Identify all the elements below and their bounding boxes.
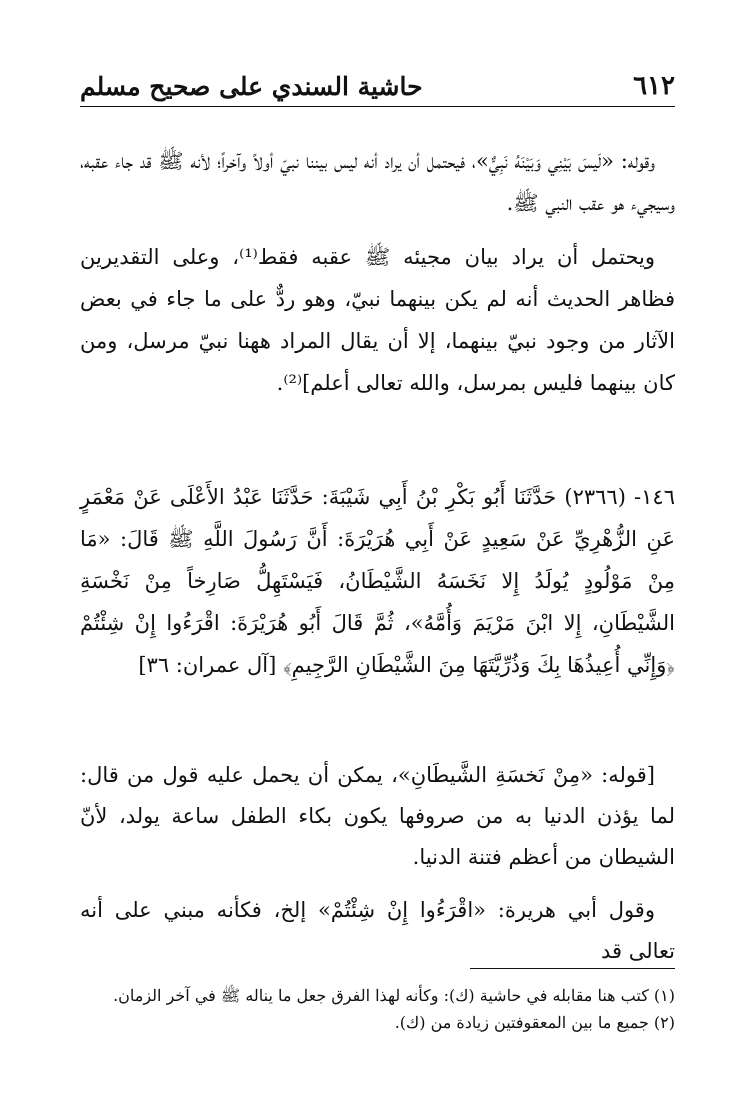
- footnote-divider: [470, 968, 675, 969]
- running-title: حاشية السندي على صحيح مسلم: [80, 71, 423, 101]
- footnotes: [80, 982, 675, 1036]
- commentary: [80, 755, 675, 984]
- page-number: ٦١٢: [633, 71, 675, 101]
- commentary-paragraph-2: وقول أبي هريرة: «اقْرَءُوا إِنْ شِئْتُمْ» إلخ، فكأنه مبني على أنه تعالى قد: [80, 898, 675, 963]
- commentary-paragraph-1: [قوله: «مِنْ نَخسَةِ الشَّيطَانِ»، يمكن أن يحمل عليه قول من قال: لما يؤذن الدنيا به من صروفها يكون بكاء الطفل ساعة يولد، لأنّ الشيطان من أعظم فتنة الدنيا.: [80, 763, 675, 869]
- footnote-1: (١) كتب هنا مقابله في حاشية (ك): وكأنه لهذا الفرق جعل ما يناله ﷺ في آخر الزمان.: [113, 986, 675, 1005]
- paragraph-2: ويحتمل أن يراد بيان مجيئه ﷺ عقبه فقط⁽¹⁾، وعلى التقديرين فظاهر الحديث أنه لم يكن بينهما نبيّ، وهو ردٌّ على ما جاء في بعض الآثار من وجود نبيّ بينهما، إلا أن يقال المراد ههنا نبيّ مرسل، ومن كان بينهما فليس بمرسل، والله تعالى أعلم]⁽²⁾.: [80, 245, 675, 395]
- hadith-text: [80, 476, 675, 686]
- hadith-paragraph: ١٤٦- (٢٣٦٦) حَدَّثَنَا أَبُو بَكْرِ بْنُ أَبِي شَيْبَةَ: حَدَّثَنَا عَبْدُ الأَعْلَى عَنْ مَعْمَرٍ عَنِ الزُّهْرِيِّ عَنْ سَعِيدٍ عَنْ أَبِي هُرَيْرَةَ: أَنَّ رَسُولَ اللَّهِ ﷺ قَالَ: «مَا مِنْ مَوْلُودٍ يُولَدُ إِلا نَخَسَهُ الشَّيْطَانُ، فَيَسْتَهِلُّ صَارِخاً مِنْ نَخْسَةِ الشَّيْطَانِ، إِلا ابْنَ مَرْيَمَ وَأُمَّهُ»، ثُمَّ قَالَ أَبُو هُرَيْرَةَ: اقْرَءُوا إِنْ شِئْتُمْ ﴿وَإِنِّي أُعِيذُهَا بِكَ وَذُرِّيَّتَهَا مِنَ الشَّيْطَانِ الرَّجِيمِ﴾ [آل عمران: ٣٦]: [80, 485, 675, 677]
- page-header: [80, 66, 675, 107]
- main-text: [80, 140, 675, 416]
- paragraph-1: وقوله: «لَيسَ بَيْنِي وَبَيْنَهُ نَبِيٌّ»، فيحتمل أن يراد أنه ليس بيننا نبيّ أولاً وآخراً؛ لأنه ﷺ قد جاء عقبه، وسيجيء هو عقب النبي ﷺ.: [80, 149, 675, 215]
- footnote-2: (٢) جميع ما بين المعقوفتين زيادة من (ك).: [394, 1013, 675, 1032]
